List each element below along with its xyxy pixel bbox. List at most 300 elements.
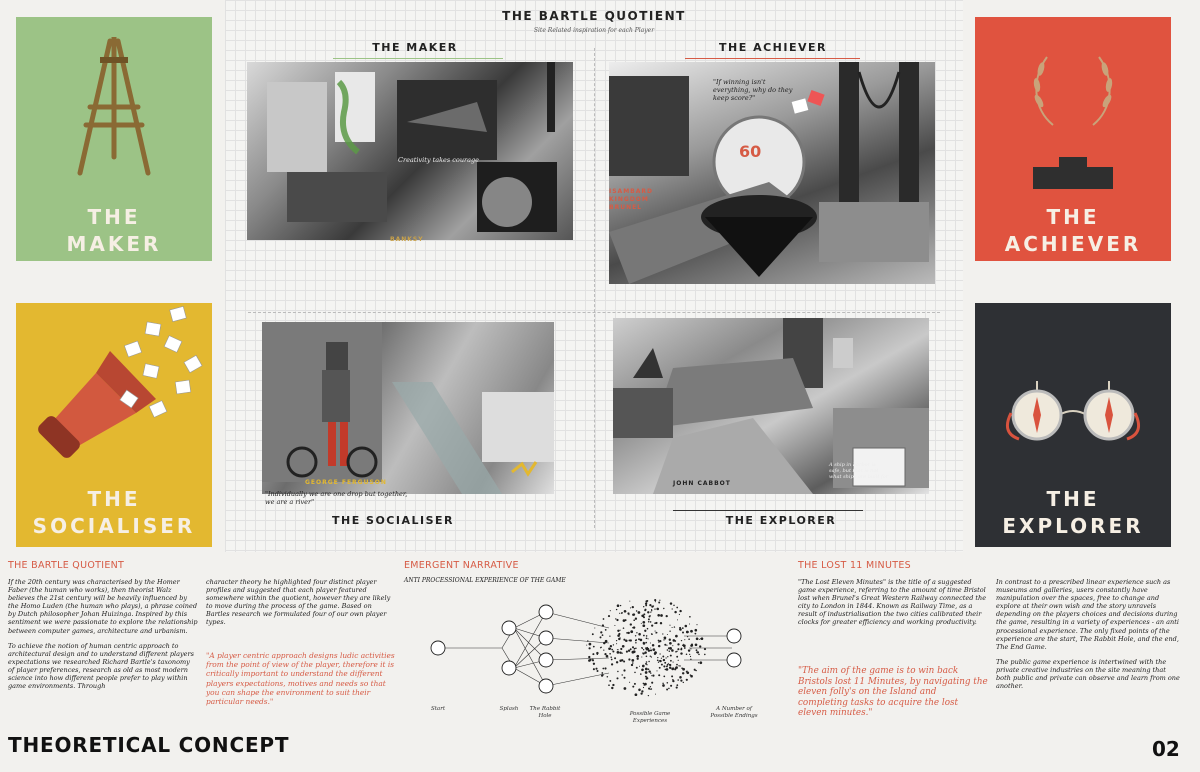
board-subtitle: Site Related inspiration for each Player xyxy=(533,27,655,34)
experience-dot xyxy=(664,644,666,646)
experience-dot xyxy=(683,682,684,683)
experience-dot xyxy=(596,652,598,654)
experience-dot xyxy=(661,658,662,659)
experience-dot xyxy=(592,659,593,660)
experience-dot xyxy=(659,660,661,662)
experience-dot xyxy=(704,654,706,656)
experience-dot xyxy=(611,663,613,665)
experience-dot xyxy=(666,689,668,691)
bartle-col2 xyxy=(206,578,396,634)
experience-dot xyxy=(698,662,699,663)
experience-dot xyxy=(623,619,626,622)
board-label-maker: THE MAKER xyxy=(372,41,458,54)
achiever-caption-line1: ISAMBARD xyxy=(609,188,653,195)
experience-dot xyxy=(651,609,652,610)
experience-dot xyxy=(633,619,635,621)
poster-the-maker xyxy=(16,17,212,261)
experience-dot xyxy=(608,615,610,617)
emergent-narrative-diagram xyxy=(424,588,754,708)
experience-dot xyxy=(630,623,632,625)
experience-dot xyxy=(699,645,701,647)
lost-col2-para1: In contrast to a prescribed linear experience such as museums and galleries, users constantly have manipulation over the spaces, free to change and explore at their own wish and the story unravels depending on the players choices and decisions during the game, resulting in a variety of experiences - an anti processional experience. The only fixed points of the experience are the start, The Rabbit Hole, and the end, The End Game. xyxy=(996,578,1179,651)
experience-dot xyxy=(684,647,686,649)
experience-dot xyxy=(647,611,649,613)
poster-maker-line1: THE xyxy=(87,205,141,229)
experience-dot xyxy=(657,657,658,658)
experience-dot xyxy=(665,638,667,640)
experience-dot xyxy=(666,645,667,646)
experience-dot xyxy=(682,632,684,634)
experience-dot xyxy=(669,647,672,650)
experience-dot xyxy=(610,645,612,647)
experience-dot xyxy=(633,650,636,653)
experience-dot xyxy=(630,630,633,633)
experience-dot xyxy=(690,656,691,657)
experience-dot xyxy=(643,642,645,644)
experience-dot xyxy=(600,636,602,638)
board-label-explorer: THE EXPLORER xyxy=(725,514,837,527)
experience-dot xyxy=(605,629,607,631)
bartle-col1-para2: To achieve the notion of human centric approach to architectural design and to understand different players expectations we researched Richard Bartle's taxonomy of player preferences, research as old as most modern science into how different people prefer to play within game environments. Through xyxy=(8,641,194,691)
experience-dot xyxy=(651,682,653,684)
experience-dot xyxy=(654,608,655,609)
experience-dot xyxy=(637,658,639,660)
experience-dot xyxy=(636,656,638,658)
lost-quote: "The aim of the game is to win back Bristols lost 11 Minutes, by navigating the eleven folly's on the Island and completing tasks to acquire the lost eleven minutes." xyxy=(798,666,988,718)
experience-dot xyxy=(676,687,678,689)
experience-dot xyxy=(659,640,661,642)
experience-dot xyxy=(695,633,697,635)
experience-dot xyxy=(623,669,625,671)
experience-dot xyxy=(674,668,676,670)
experience-dot xyxy=(604,653,606,655)
experience-dot xyxy=(620,605,621,606)
experience-dot xyxy=(644,683,647,686)
experience-dot xyxy=(650,611,651,612)
experience-dot xyxy=(677,619,678,620)
experience-dot xyxy=(678,660,679,661)
experience-dot xyxy=(644,609,646,611)
poster-explorer-line1: THE xyxy=(1046,487,1100,511)
experience-dot xyxy=(612,684,614,686)
experience-dot xyxy=(682,672,684,674)
bartle-quotient-board xyxy=(225,0,963,552)
diagram-connections xyxy=(445,612,732,686)
achiever-caption-line2: KINGDOM xyxy=(609,196,649,203)
experience-dot xyxy=(620,648,622,650)
experience-dot xyxy=(645,603,647,605)
experience-dot xyxy=(646,637,648,639)
experience-dot xyxy=(668,688,670,690)
experience-dot xyxy=(657,614,660,617)
experience-dot xyxy=(672,679,674,681)
emergent-subtitle: ANTI PROCESSIONAL EXPERIENCE OF THE GAME xyxy=(404,577,566,584)
achiever-caption xyxy=(609,188,653,212)
experience-dot xyxy=(592,653,594,655)
experience-dot xyxy=(613,644,614,645)
experience-dot xyxy=(655,601,656,602)
experience-dot xyxy=(652,674,654,676)
experience-dot xyxy=(689,623,690,624)
page-number: 02 xyxy=(1152,737,1180,761)
poster-explorer-line2: EXPLORER xyxy=(1002,514,1144,538)
experience-dot xyxy=(628,639,630,641)
experience-dot xyxy=(658,662,659,663)
experience-dot xyxy=(690,675,693,678)
experience-dot xyxy=(673,662,674,663)
experience-dot xyxy=(648,688,650,690)
experience-dot xyxy=(642,621,645,624)
experience-dot xyxy=(641,668,644,671)
experience-dot xyxy=(697,651,699,653)
experience-dot xyxy=(667,649,669,651)
experience-dot xyxy=(639,666,640,667)
experience-dot xyxy=(642,648,643,649)
experience-dot xyxy=(658,645,660,647)
experience-dot xyxy=(688,649,690,651)
experience-dot xyxy=(635,693,638,696)
experience-dot xyxy=(619,637,620,638)
experience-dot xyxy=(630,607,631,608)
experience-dot xyxy=(655,631,656,632)
poster-the-socialiser xyxy=(16,303,212,547)
experience-dot xyxy=(649,671,651,673)
experience-dot xyxy=(640,673,642,675)
experience-dot xyxy=(704,648,706,650)
experience-dot xyxy=(593,646,595,648)
experience-dot xyxy=(674,626,675,627)
poster-achiever-line2: ACHIEVER xyxy=(1004,232,1142,256)
experience-dot xyxy=(663,608,664,609)
experience-dot xyxy=(696,624,697,625)
experience-dot xyxy=(659,600,660,601)
experience-dot xyxy=(632,646,634,648)
experience-dot xyxy=(683,644,684,645)
experience-dot xyxy=(682,627,684,629)
experience-dot xyxy=(686,653,688,655)
lost-col2 xyxy=(996,578,1182,697)
experience-dot xyxy=(601,674,603,676)
experience-dot xyxy=(666,665,668,667)
experience-dot xyxy=(652,648,655,651)
experience-dot xyxy=(643,635,645,637)
experience-dot xyxy=(672,627,673,628)
bartle-section-title: THE BARTLE QUOTIENT xyxy=(8,560,125,571)
explorer-rule xyxy=(673,510,863,511)
experience-dot xyxy=(673,639,676,642)
experience-dot xyxy=(642,665,645,668)
experience-dot xyxy=(686,671,689,674)
experience-dot xyxy=(632,662,634,664)
experience-dot xyxy=(611,649,613,651)
experience-dot xyxy=(646,655,648,657)
experience-dot xyxy=(636,610,637,611)
experience-dot xyxy=(669,639,671,641)
experience-dot xyxy=(682,668,685,671)
experience-dot xyxy=(650,656,651,657)
node-ending-1 xyxy=(727,629,741,643)
experience-dot xyxy=(660,614,663,617)
experience-dot xyxy=(687,636,688,637)
compass-binoculars-icon xyxy=(997,373,1149,453)
explorer-caption: JOHN CABBOT xyxy=(673,480,731,487)
achiever-quote: "If winning isn't everything, why do they keep score?" xyxy=(713,78,793,102)
experience-dot xyxy=(600,631,602,633)
experience-dot xyxy=(685,625,688,628)
maker-collage xyxy=(247,62,573,240)
board-divider-vertical xyxy=(594,48,595,528)
experience-dot xyxy=(606,655,609,658)
experience-dot xyxy=(616,619,618,621)
experience-dot xyxy=(670,655,672,657)
experience-dot xyxy=(641,656,642,657)
experience-dot xyxy=(649,616,651,618)
experience-dot xyxy=(688,632,689,633)
experience-dot xyxy=(696,649,698,651)
experience-dot xyxy=(658,674,660,676)
experience-dot xyxy=(644,630,646,632)
experience-dot xyxy=(642,652,643,653)
experience-dot xyxy=(628,658,630,660)
experience-dot xyxy=(617,604,620,607)
experience-dot xyxy=(619,652,621,654)
experience-dot xyxy=(646,678,648,680)
experience-dot xyxy=(609,653,611,655)
experience-dot xyxy=(653,605,654,606)
experience-dot xyxy=(679,610,681,612)
socialiser-collage xyxy=(262,322,554,494)
experience-dot xyxy=(656,608,659,611)
experience-dot xyxy=(603,650,604,651)
experience-dot xyxy=(643,683,645,685)
experience-dot xyxy=(695,670,696,671)
experience-dot xyxy=(592,659,594,661)
experience-dot xyxy=(617,671,618,672)
experience-dot xyxy=(638,633,641,636)
experience-dot xyxy=(616,661,618,663)
experience-dot xyxy=(688,638,690,640)
experience-dot xyxy=(630,648,632,650)
experience-dot xyxy=(603,642,605,644)
experience-dot xyxy=(679,665,680,666)
experience-dot xyxy=(650,642,651,643)
poster-the-explorer xyxy=(975,303,1171,547)
experience-dot xyxy=(684,639,685,640)
experience-dot xyxy=(646,661,648,663)
diagram-label-rabbit-hole: The Rabbit Hole xyxy=(529,706,561,719)
experience-dot xyxy=(648,695,649,696)
experience-dot xyxy=(593,668,595,670)
experience-dot xyxy=(681,648,683,650)
experience-dot xyxy=(634,683,636,685)
experience-dot xyxy=(663,659,665,661)
experience-dot xyxy=(689,654,690,655)
experience-dot xyxy=(671,675,673,677)
experience-dot xyxy=(654,599,656,601)
experience-dot xyxy=(632,606,634,608)
socialiser-caption: GEORGE FERGUSON xyxy=(305,479,387,486)
experience-dot xyxy=(602,624,604,626)
experience-dot xyxy=(617,634,620,637)
experience-dot xyxy=(650,686,651,687)
experience-dot xyxy=(623,627,625,629)
experience-dot xyxy=(617,651,620,654)
bartle-col1-para1: If the 20th century was characterised by the Homer Faber (the human who works), then theorist Walz believes the 21st century will be heavily influenced by the Homo Luden (the human who plays), a phrase coined by Dutch philosopher Johan Huizinga. Inspired by this sentiment we were passionate to explore the relationship between computer games, architecture and urbanism. xyxy=(8,578,198,635)
node-splash-b xyxy=(502,661,516,675)
experience-dot xyxy=(621,653,622,654)
experience-dot xyxy=(662,684,665,687)
experience-dot xyxy=(635,618,637,620)
experience-dot xyxy=(669,650,670,651)
diagram-nodes xyxy=(431,605,741,693)
experience-dot xyxy=(634,648,635,649)
experience-dot xyxy=(689,616,691,618)
experience-dot xyxy=(588,657,590,659)
experience-dot xyxy=(670,685,672,687)
experience-dot xyxy=(651,633,653,635)
experience-dot xyxy=(610,656,611,657)
experience-dot xyxy=(662,683,663,684)
experience-dot xyxy=(641,623,642,624)
diagram-label-endings: A Number of Possible Endings xyxy=(710,706,758,719)
experience-dot xyxy=(636,667,638,669)
experience-dot xyxy=(648,661,649,662)
experience-dot xyxy=(611,687,613,689)
experience-dot xyxy=(643,606,644,607)
experience-dot xyxy=(617,630,619,632)
experience-dot xyxy=(588,647,590,649)
experience-dot xyxy=(587,640,589,642)
experience-dot xyxy=(617,649,618,650)
board-label-achiever: THE ACHIEVER xyxy=(719,41,827,54)
node-rabbit-3 xyxy=(539,653,553,667)
experience-dot xyxy=(634,672,636,674)
experience-dot xyxy=(698,654,700,656)
node-start xyxy=(431,641,445,655)
bartle-col1 xyxy=(8,578,198,697)
experience-dot xyxy=(594,627,595,628)
experience-dot xyxy=(669,642,672,645)
experience-dot xyxy=(647,648,649,650)
experience-dot xyxy=(667,656,668,657)
experience-dot xyxy=(632,614,634,616)
experience-dot xyxy=(690,648,691,649)
experience-dot xyxy=(657,660,659,662)
experience-dot xyxy=(589,643,592,646)
poster-the-achiever xyxy=(975,17,1171,261)
experience-dot xyxy=(629,601,630,602)
lost-col2-para2: The public game experience is intertwined with the private creative industries on the site meaning that both public and private can observe and learn from one another. xyxy=(996,657,1180,691)
experience-dot xyxy=(631,664,633,666)
experience-dot xyxy=(667,682,669,684)
experience-dot xyxy=(640,639,643,642)
experience-dot xyxy=(609,680,611,682)
experience-dot xyxy=(640,692,642,694)
experience-dot xyxy=(602,634,604,636)
experience-dot xyxy=(619,613,620,614)
experience-dot xyxy=(636,632,637,633)
node-rabbit-2 xyxy=(539,631,553,645)
experience-dot xyxy=(616,640,617,641)
experience-dot xyxy=(620,630,621,631)
experience-dot xyxy=(644,651,647,654)
experience-dot xyxy=(675,635,678,638)
experience-dot xyxy=(611,659,613,661)
experience-dot xyxy=(614,657,616,659)
experience-dot xyxy=(648,638,649,639)
diagram-label-experiences: Possible Game Experiences xyxy=(629,711,671,724)
experience-dot xyxy=(700,638,701,639)
experience-dot xyxy=(631,659,634,662)
experience-dot xyxy=(651,625,653,627)
experience-dot xyxy=(616,609,617,610)
experience-dot xyxy=(676,607,678,609)
experience-dot xyxy=(686,679,688,681)
experience-dot xyxy=(616,677,618,679)
experience-dot xyxy=(662,656,664,658)
experience-dot xyxy=(673,605,674,606)
experience-dot xyxy=(645,668,648,671)
experience-dot xyxy=(621,612,623,614)
experience-dot xyxy=(648,668,650,670)
experience-dot xyxy=(680,652,682,654)
experience-dot xyxy=(605,640,608,643)
experience-dot xyxy=(651,656,652,657)
experience-dot xyxy=(607,676,609,678)
maker-caption: BANKSY xyxy=(390,236,424,243)
experience-dot xyxy=(604,667,606,669)
diagram-label-splash: Splash xyxy=(499,706,519,712)
experience-dot xyxy=(609,635,610,636)
node-rabbit-1 xyxy=(539,605,553,619)
achiever-caption-line3: BRUNEL xyxy=(609,204,643,211)
experience-dot xyxy=(638,611,641,614)
experience-dot xyxy=(666,615,668,617)
experience-dot xyxy=(656,670,657,671)
board-title: THE BARTLE QUOTIENT xyxy=(502,9,686,23)
experience-dot xyxy=(645,671,648,674)
podium-laurel-icon xyxy=(1013,39,1133,195)
experience-dot xyxy=(665,657,666,658)
bartle-quote: "A player centric approach designs ludic activities from the point of view of the player, therefore it is critically important to understand the different players expectations, motives and needs so that you can shape the environment to suit their particular needs." xyxy=(206,651,395,707)
experience-dot xyxy=(638,689,641,692)
experience-dot xyxy=(670,660,672,662)
experience-dot xyxy=(676,651,677,652)
socialiser-collage-art xyxy=(262,322,554,494)
experience-dot xyxy=(679,614,680,615)
experience-dot xyxy=(650,673,651,674)
experience-dot xyxy=(603,618,605,620)
experience-dot xyxy=(627,612,629,614)
experience-dot xyxy=(667,664,669,666)
experience-dot xyxy=(676,656,678,658)
experience-dot xyxy=(663,665,665,667)
experience-dot xyxy=(641,690,643,692)
emergent-section-title: EMERGENT NARRATIVE xyxy=(404,560,519,571)
experience-dot xyxy=(622,674,623,675)
megaphone-icon xyxy=(26,303,206,473)
experience-dot xyxy=(615,618,616,619)
experience-dot xyxy=(669,666,671,668)
poster-socialiser-line2: SOCIALISER xyxy=(32,514,196,538)
experience-dot xyxy=(635,642,637,644)
experience-dot xyxy=(625,640,628,643)
experience-dot xyxy=(646,635,648,637)
experience-dot xyxy=(629,682,630,683)
experience-dot xyxy=(695,629,698,632)
experience-dot xyxy=(665,669,666,670)
experience-dot xyxy=(681,640,682,641)
